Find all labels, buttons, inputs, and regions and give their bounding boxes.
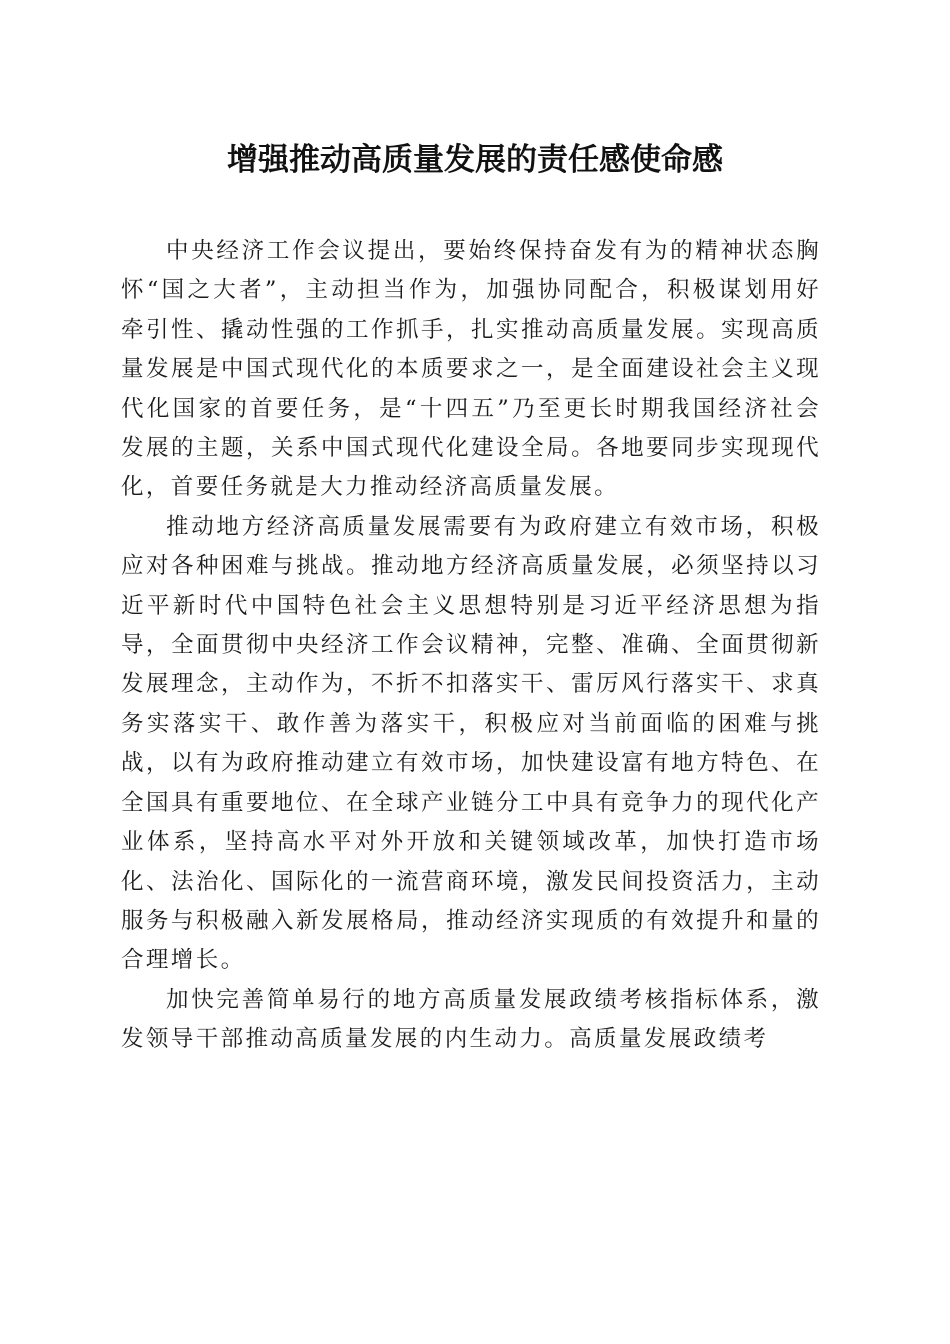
paragraph-2: 推动地方经济高质量发展需要有为政府建立有效市场，积极应对各种困难与挑战。推动地方经济高质量发展，必须坚持以习近平新时代中国特色社会主义思想特别是习近平经济思想为指导，全面贯彻中央经济工作会议精神，完整、准确、全面贯彻新发展理念，主动作为，不折不扣落实干、雷厉风行落实干、求真务实落实干、敢作善为落实干，积极应对当前面临的困难与挑战，以有为政府推动建立有效市场，加快建设富有地方特色、在全国具有重要地位、在全球产业链分工中具有竞争力的现代化产业体系，坚持高水平对外开放和关键领域改革，加快打造市场化、法治化、国际化的一流营商环境，激发民间投资活力，主动服务与积极融入新发展格局，推动经济实现质的有效提升和量的合理增长。 [121,513,821,974]
paragraph-1: 中央经济工作会议提出，要始终保持奋发有为的精神状态胸怀“国之大者”，主动担当作为，加强协同配合，积极谋划用好牵引性、撬动性强的工作抓手，扎实推动高质量发展。实现高质量发展是中国式现代化的本质要求之一，是全面建设社会主义现代化国家的首要任务，是“十四五”乃至更长时期我国经济社会发展的主题，关系中国式现代化建设全局。各地要同步实现现代化，首要任务就是大力推动经济高质量发展。 [121,238,821,501]
paragraph-3: 加快完善简单易行的地方高质量发展政绩考核指标体系，激发领导干部推动高质量发展的内生动力。高质量发展政绩考 [121,986,821,1053]
document-body [121,232,821,1060]
document-title: 增强推动高质量发展的责任感使命感 [227,142,723,178]
